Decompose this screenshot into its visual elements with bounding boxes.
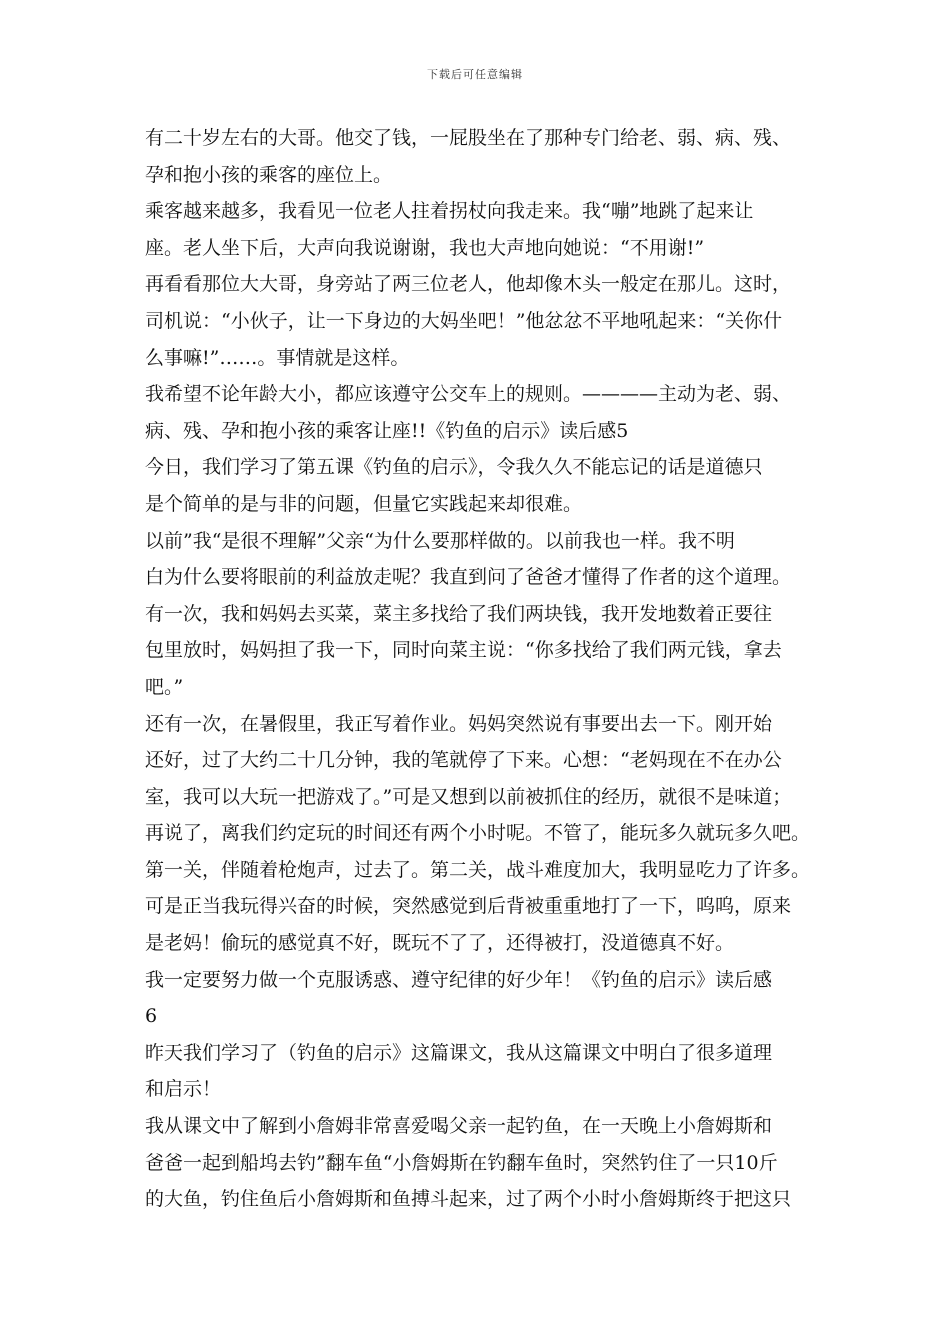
text-line: 么事嘛!”……。事情就是这样。 [145, 346, 410, 369]
text-line: 包里放时，妈妈担了我一下，同时向菜主说：“你多找给了我们两元钱，拿去 [145, 639, 782, 662]
text-line: 有二十岁左右的大哥。他交了钱，一屁股坐在了那种专门给老、弱、病、残、 [145, 127, 792, 149]
text-line: 我从课文中了解到小詹姆非常喜爱喝父亲一起钓鱼，在一天晚上小詹姆斯和 [145, 1115, 773, 1138]
text-line: 还有一次，在暑假里，我正写着作业。妈妈突然说有事要出去一下。刚开始 [145, 712, 773, 735]
text-line: 座。老人坐下后，大声向我说谢谢，我也大声地向她说：“不用谢!” [145, 236, 705, 259]
text-line: 还好，过了大约二十几分钟，我的笔就停了下来。心想：“老妈现在不在办公 [145, 749, 782, 772]
text-line: 是老妈！偷玩的感觉真不好，既玩不了了，还得被打，没道德真不好。 [145, 932, 735, 955]
text-line: 吧。” [145, 675, 184, 698]
text-line: 昨天我们学习了（钓鱼的启示》这篇课文，我从这篇课文中明白了很多道理 [145, 1041, 773, 1064]
text-line: 可是正当我玩得兴奋的时候，突然感觉到后背被重重地打了一下，呜呜，原来 [145, 895, 792, 918]
text-line: 6 [145, 1005, 158, 1028]
text-line: 以前”我“是很不理解”父亲“为什么要那样做的。以前我也一样。我不明 [145, 529, 735, 552]
text-line: 我一定要努力做一个克服诱惑、遵守纪律的好少年！《钓鱼的启示》读后感 [145, 968, 773, 991]
text-line: 再说了，离我们约定玩的时间还有两个小时呢。不管了，能玩多久就玩多久吧。 [145, 822, 811, 845]
text-line: 白为什么要将眼前的利益放走呢？我直到问了爸爸才懂得了作者的这个道理。 [145, 566, 792, 589]
text-line: 的大鱼，钓住鱼后小詹姆斯和鱼搏斗起来，过了两个小时小詹姆斯终于把这只 [145, 1188, 792, 1211]
page-header: 下载后可任意编辑 [427, 68, 523, 81]
text-line: 是个简单的是与非的问题，但量它实践起来却很难。 [145, 492, 583, 515]
text-line: 有一次，我和妈妈去买菜，菜主多找给了我们两块钱，我开发地数着正要往 [145, 602, 773, 625]
text-line: 爸爸一起到船坞去钓”翻车鱼“小詹姆斯在钓翻车鱼时，突然钓住了一只10斤 [145, 1151, 778, 1174]
text-line: 司机说：“小伙子，让一下身边的大妈坐吧！”他忿忿不平地吼起来：“关你什 [145, 309, 783, 332]
text-line: 乘客越来越多，我看见一位老人拄着拐杖向我走来。我“嘣”地跳了起来让 [145, 200, 754, 223]
text-line: 第一关，伴随着枪炮声，过去了。第二关，战斗难度加大，我明显吃力了许多。 [145, 858, 811, 881]
text-line: 孕和抱小孩的乘客的座位上。 [145, 163, 393, 186]
document-body [145, 120, 817, 1218]
text-line: 和启示！ [145, 1078, 222, 1101]
text-line: 再看看那位大大哥，身旁站了两三位老人，他却像木头一般定在那儿。这时， [145, 273, 792, 296]
text-line: 病、残、孕和抱小孩的乘客让座!!《钓鱼的启示》读后感5 [145, 419, 629, 442]
text-line: 室，我可以大玩一把游戏了。”可是又想到以前被抓住的经历，就很不是味道； [145, 785, 792, 808]
text-line: 我希望不论年龄大小，都应该遵守公交车上的规则。————主动为老、弱、 [145, 383, 792, 406]
text-line: 今日，我们学习了第五课《钓鱼的启示》，令我久久不能忘记的话是道德只 [145, 456, 763, 479]
